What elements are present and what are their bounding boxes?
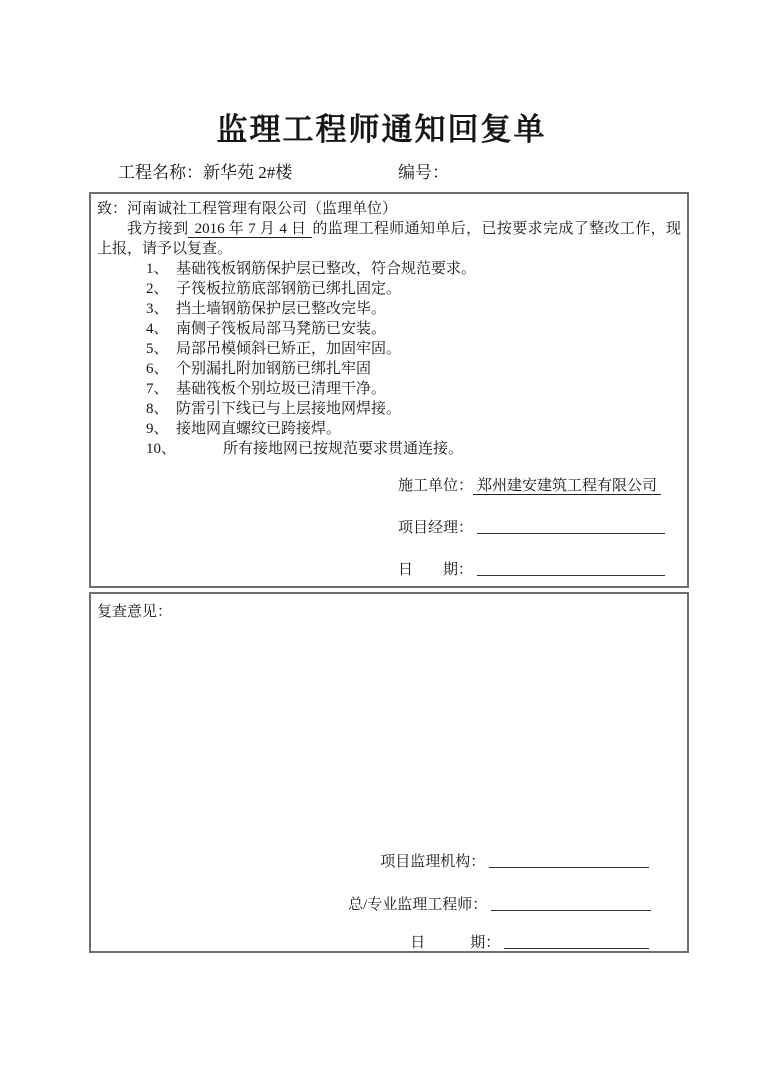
supervision-org-row [380,852,649,872]
item-number: 6、 [146,361,169,377]
item-text: 个别漏扎附加钢筋已绑扎牢固 [176,361,372,377]
rectification-item [146,379,681,399]
item-number: 8、 [146,401,169,417]
rectification-item [146,439,681,459]
construction-unit-value: 郑州建安建筑工程有限公司 [473,478,661,495]
item-number: 4、 [146,321,169,337]
item-number: 9、 [146,421,169,437]
item-text: 挡土墙钢筋保护层已整改完毕。 [176,301,387,317]
document-number-label: 编号： [398,163,449,182]
project-name-field [118,158,292,183]
item-number: 10、 [146,441,177,457]
rectification-item [146,419,681,439]
project-manager-label: 项目经理： [398,520,474,536]
reply-date-row [398,560,665,580]
meta-row [0,158,763,182]
project-name-label: 工程名称： [118,163,203,182]
project-manager-row [398,518,665,538]
recipient-value: 河南诚社工程管理有限公司（监理单位） [127,201,398,217]
rectification-items [146,259,681,459]
item-text: 局部吊模倾斜已矫正，加固牢固。 [176,341,402,357]
item-text: 防雷引下线已与上层接地网焊接。 [176,401,402,417]
rectification-item [146,279,681,299]
item-text: 接地网直螺纹已跨接焊。 [176,421,342,437]
project-name-value: 新华苑 2#楼 [203,163,293,182]
rectification-item [146,299,681,319]
review-opinion-label: 复查意见： [97,604,173,620]
rectification-item [146,319,681,339]
rectification-item [146,259,681,279]
construction-unit-label: 施工单位： [398,478,474,494]
body-prefix: 我方接到 [127,221,189,237]
item-number: 1、 [146,261,169,277]
reply-date-line [477,560,665,576]
item-text: 子筏板拉筋底部钢筋已绑扎固定。 [176,281,402,297]
item-number: 7、 [146,381,169,397]
item-text: 南侧子筏板局部马凳筋已安装。 [176,321,387,337]
rectification-item [146,339,681,359]
chief-engineer-row [348,895,651,915]
item-number: 2、 [146,281,169,297]
item-text: 基础筏板钢筋保护层已整改，符合规范要求。 [176,261,477,277]
review-date-row [410,933,649,953]
page-title: 监理工程师通知回复单 [216,112,547,147]
recipient-label: 致： [97,201,128,217]
body-suffix: 的监理工程师通知单后，已按要求完成了整改工作，现上报，请予以复查。 [97,221,681,257]
review-section [89,592,689,953]
notice-date-underlined: 2016 年 7 月 4 日 [190,221,311,237]
project-manager-signature-line [477,518,665,534]
item-number: 5、 [146,341,169,357]
reply-section [89,192,689,588]
rectification-item [146,359,681,379]
supervision-org-line [489,852,649,868]
supervision-org-label: 项目监理机构： [380,854,486,870]
chief-engineer-label: 总/专业监理工程师： [348,897,488,913]
reply-body-paragraph [97,219,681,259]
item-text: 所有接地网已按规范要求贯通连接。 [223,441,464,457]
chief-engineer-line [491,895,651,911]
construction-unit-row [398,476,661,496]
rectification-item [146,399,681,419]
item-text: 基础筏板个别垃圾已清理干净。 [176,381,387,397]
recipient-line [97,199,681,219]
reply-date-label: 日 期： [398,562,474,578]
item-number: 3、 [146,301,169,317]
review-date-label: 日 期： [410,935,501,951]
review-date-line [504,933,649,949]
